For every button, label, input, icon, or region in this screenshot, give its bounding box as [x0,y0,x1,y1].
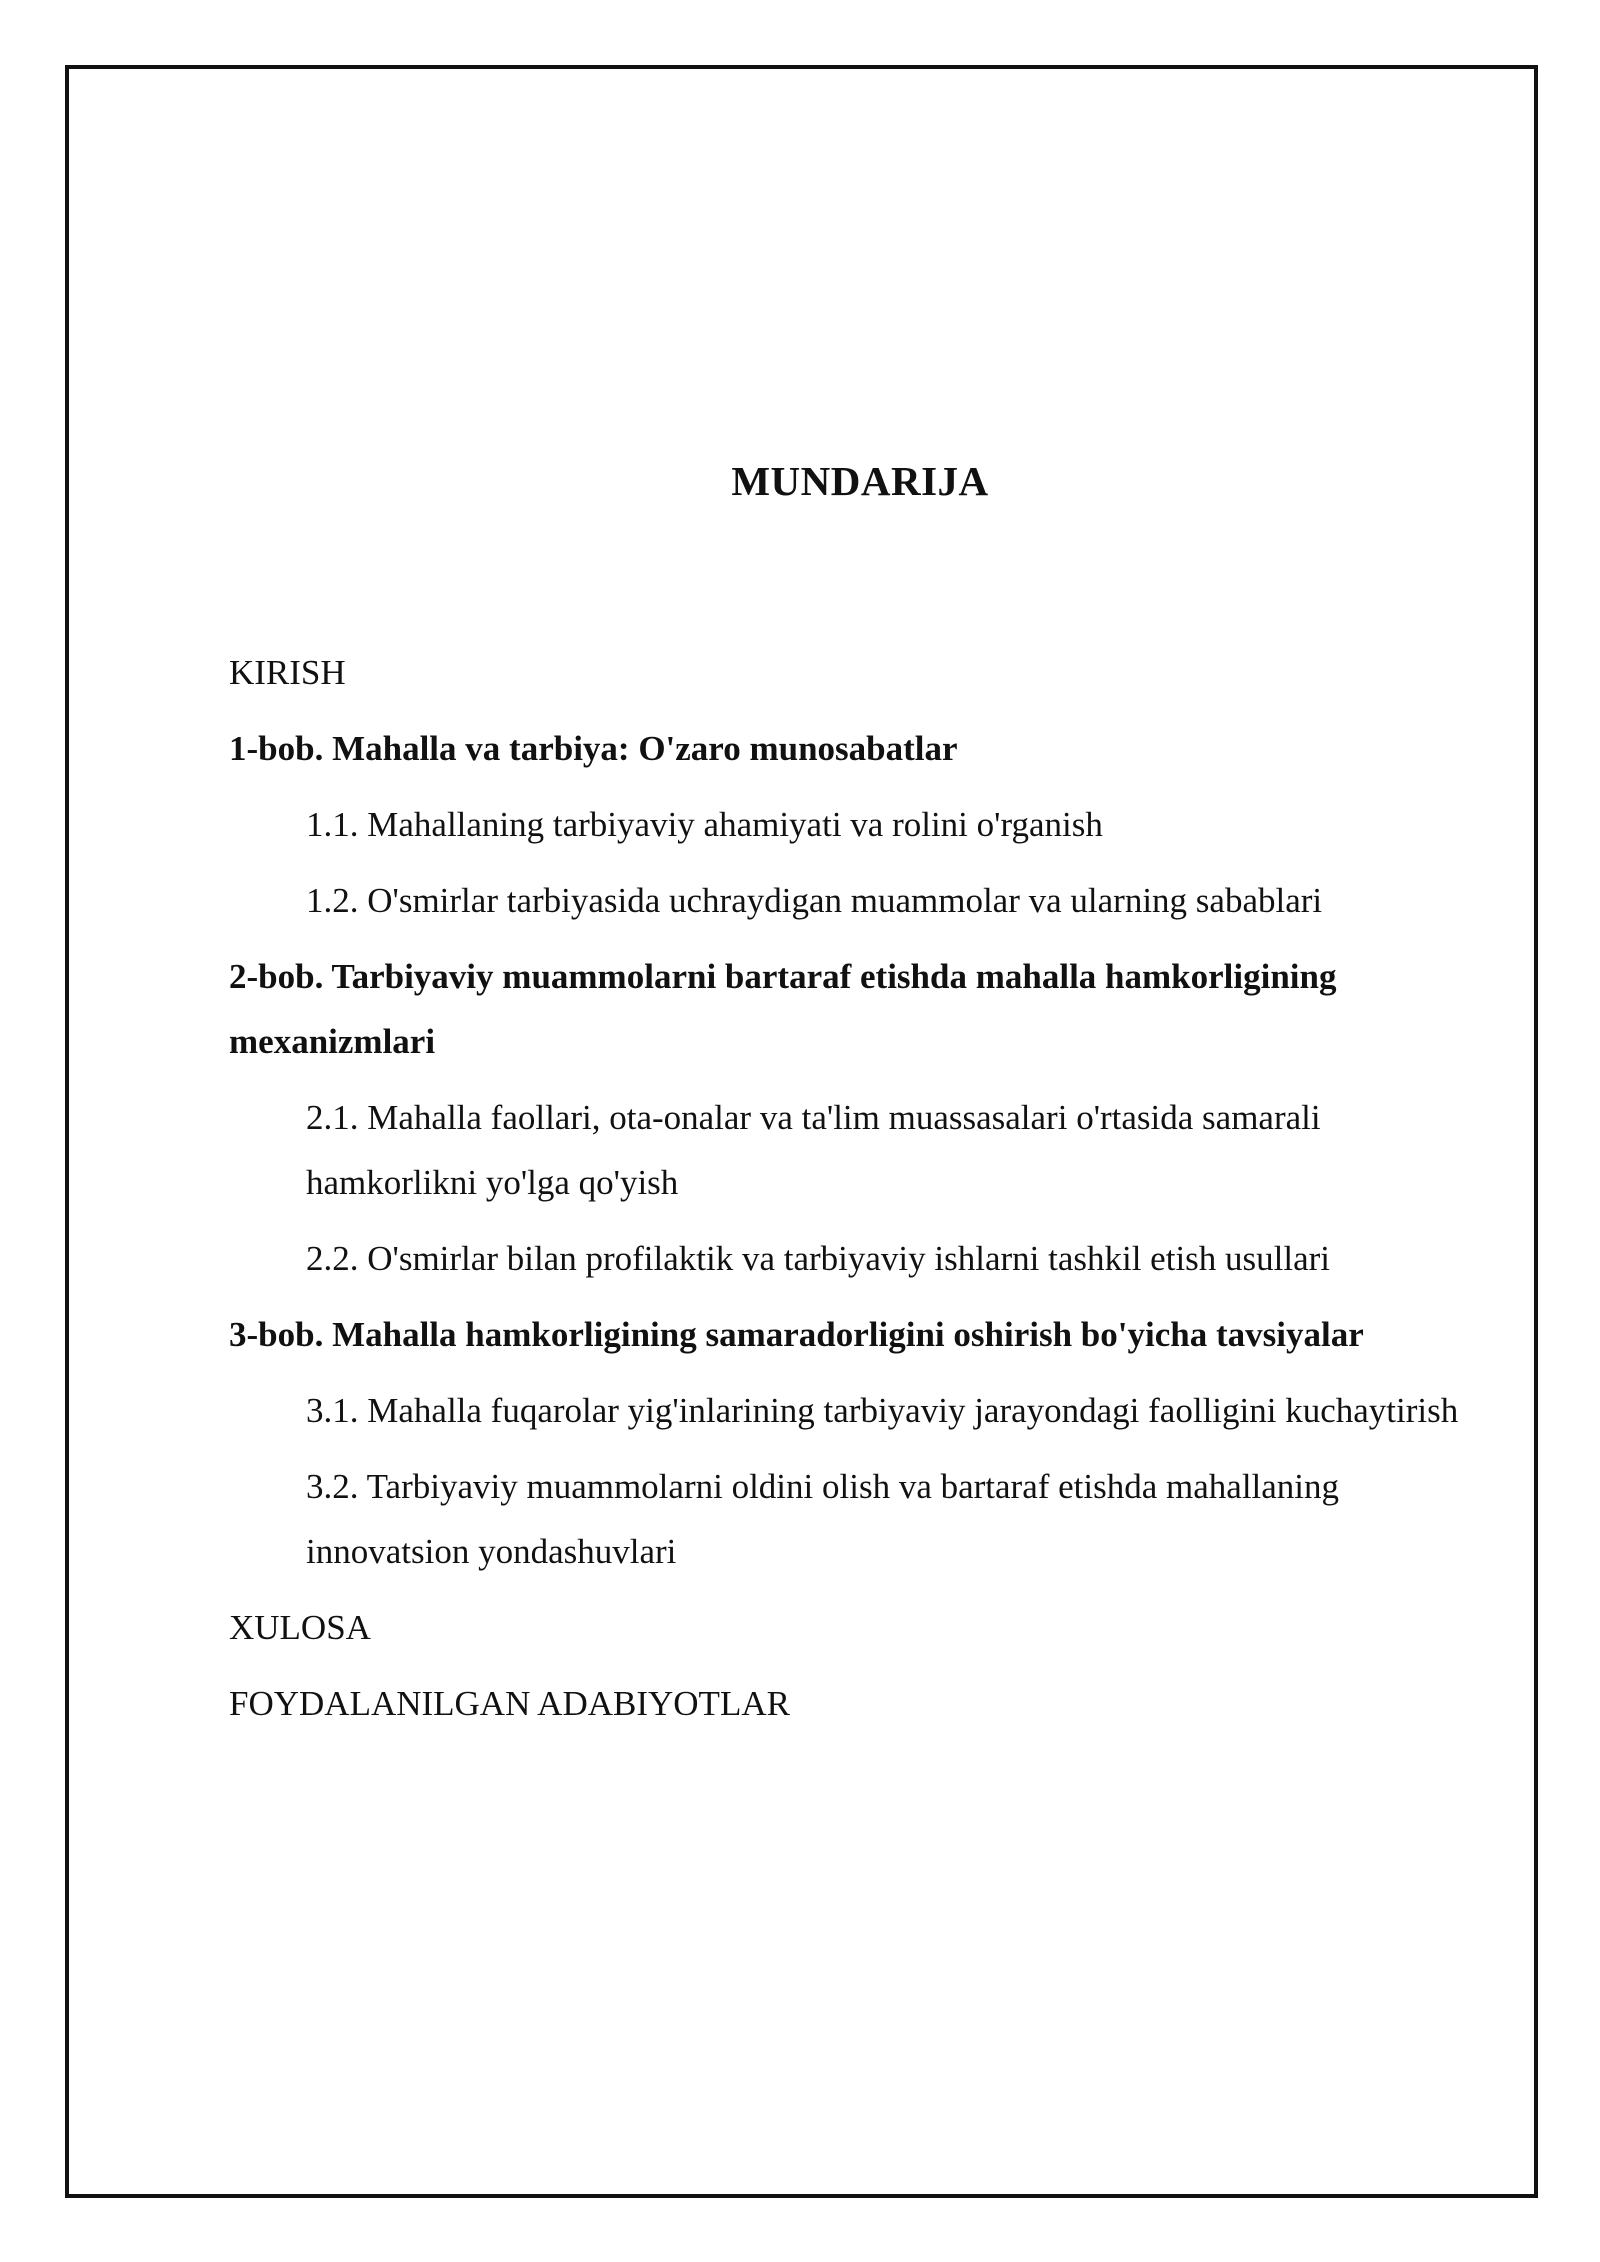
toc-title: MUNDARIJA [731,458,989,504]
toc-section-1-2: 1.2. O'smirlar tarbiyasida uchraydigan muammolar va ularning sabablari [306,881,1323,920]
table-of-contents [229,640,1479,1747]
toc-section-2-2: 2.2. O'smirlar bilan profilaktik va tarbiyaviy ishlarni tashkil etish usullari [306,1239,1331,1278]
toc-section-1-1: 1.1. Mahallaning tarbiyaviy ahamiyati va rolini o'rganish [306,805,1103,844]
toc-section-2-1: 2.1. Mahalla faollari, ota-onalar va ta'lim muassasalari o'rtasida samarali hamkorlikni yo'lga qo'yish [306,1098,1321,1202]
toc-entry-introduction: KIRISH [229,653,346,692]
toc-entry-references: FOYDALANILGAN ADABIYOTLAR [229,1684,790,1723]
toc-chapter-2: 2-bob. Tarbiyaviy muammolarni bartaraf etishda mahalla hamkorligining mexanizmlari [229,957,1337,1061]
toc-chapter-3: 3-bob. Mahalla hamkorligining samaradorligini oshirish bo'yicha tavsiyalar [229,1315,1364,1354]
toc-chapter-1: 1-bob. Mahalla va tarbiya: O'zaro munosabatlar [229,729,958,768]
toc-entry-conclusion: XULOSA [229,1608,371,1647]
toc-section-3-2: 3.2. Tarbiyaviy muammolarni oldini olish va bartaraf etishda mahallaning innovatsion yondashuvlari [306,1467,1340,1571]
toc-section-3-1: 3.1. Mahalla fuqarolar yig'inlarining tarbiyaviy jarayondagi faolligini kuchaytirish [306,1391,1459,1430]
